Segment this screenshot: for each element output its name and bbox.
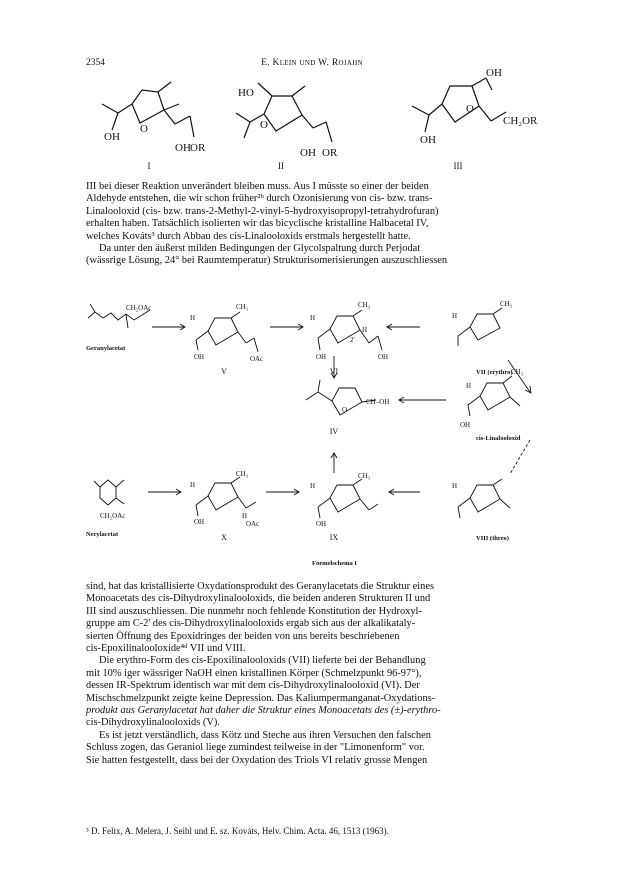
structure-x-ring — [208, 483, 238, 510]
scheme-group-text: CH₃ — [511, 368, 524, 376]
text-line: mit 10% iger wässriger NaOH einen kristallinen Körper (Schmelzpunkt 96-97°), — [86, 667, 422, 679]
scheme-caption: Formelschema I — [312, 560, 357, 567]
structure-group-text: HO — [238, 87, 254, 99]
text-line: Mischschmelzpunkt zeigte keine Depression. Das Kaliumpermanganat-Oxydations- — [86, 692, 436, 704]
cis-linalooloxid-ring — [480, 383, 510, 410]
label-cis-linalooloxid: cis-Linalooloxid — [476, 435, 521, 442]
scheme-group-text: CH₂OAc — [100, 512, 126, 520]
text-line: gruppe am C-2' des cis-Dihydroxylinalooloxids ergab sich aus der alkalikataly- — [86, 618, 416, 630]
text-line: cis-Dihydroxylinalooloxids (V). — [86, 717, 220, 729]
text-line: III bei dieser Reaktion unverändert bleiben muss. Aus I müsste so einer der beiden — [86, 181, 429, 192]
label-v: V — [221, 367, 227, 376]
scheme-group-text: H — [242, 512, 248, 520]
structure-viii-ring — [470, 485, 500, 512]
structure-group-text: CH₂OR — [503, 115, 538, 127]
structure-group-text: OH — [300, 147, 316, 159]
scheme-group-text: CH₂OAc — [126, 304, 152, 312]
scheme-group-text: H — [452, 312, 458, 320]
structure-label-iii: III — [453, 161, 463, 171]
scheme-group-text: 2' — [350, 336, 355, 344]
structure-label-ii: II — [278, 161, 284, 171]
scheme-group-text: CH–OH — [366, 398, 390, 406]
scheme-group-text: OAc — [246, 520, 260, 528]
text-line: welches Kováts³ durch Abbau des cis-Linalooloxids erstmals hergestellt hatte. — [86, 230, 411, 242]
structure-ix-ring — [330, 485, 360, 512]
text-line: sierten Öffnung des Epoxidringes der beiden von uns bereits beschriebenen — [86, 630, 400, 642]
structure-label-i: I — [147, 161, 151, 171]
text-line: Linalooloxid (cis- bzw. trans-2-Methyl-2-vinyl-5-hydroxyisopropyl-tetrahydrofuran) — [86, 205, 439, 217]
page-number: 2354 — [86, 58, 105, 68]
structure-v-ring — [208, 318, 238, 345]
label-iv: IV — [329, 427, 339, 436]
structure-group-text: OH — [175, 142, 191, 154]
scheme-group-text: CH₃ — [358, 301, 371, 309]
text-line: Monoacetats des cis-Dihydroxylinalooloxids, die beiden anderen Strukturen II und — [86, 593, 431, 605]
label-viii-threo: VIII (threo) — [476, 535, 509, 542]
text-line: sind, hat das kristallisierte Oxydationsprodukt des Geranylacetats die Struktur eines — [86, 581, 435, 592]
paragraph-3 — [86, 581, 538, 767]
scheme-group-text: OAc — [250, 355, 264, 363]
structure-vii-top-ring — [470, 314, 500, 340]
structure-group-text: O — [466, 103, 474, 115]
scheme-group-text: CH₃ — [236, 303, 249, 311]
label-nerylacetate: Nerylacetat — [86, 531, 119, 538]
text-line: (wässrige Lösung, 24° bei Raumtemperatur) Strukturisomerisierungen auszuschliessen — [86, 255, 448, 267]
scheme-group-text: OH — [460, 421, 471, 429]
label-vi: VI — [329, 367, 339, 376]
structure-group-text: O — [140, 123, 148, 135]
scheme-group-text: OH — [194, 353, 205, 361]
scheme-group-text: OH — [378, 353, 389, 361]
geranylacetate-chain — [95, 312, 142, 320]
text-line: erhalten haben. Tatsächlich isolierten wir das bicyclische kristalline Halbacetal IV, — [86, 218, 429, 230]
structure-group-text: OH — [486, 67, 502, 79]
running-title: E. Klein und W. Rojahn — [261, 58, 363, 68]
text-line: Sie hatten festgestellt, dass bei der Oxydation des Triols VI relativ grosse Mengen — [86, 754, 428, 766]
nerylacetate-ring — [100, 480, 116, 505]
scheme-group-text: CH₃ — [500, 300, 513, 308]
label-x: X — [221, 533, 227, 542]
text-line: III sind auszuschliessen. Die nunmehr noch fehlende Konstitution der Hydroxyl- — [86, 605, 422, 617]
structure-vi-ring — [330, 316, 360, 343]
footnote: ³ D. Felix, A. Melera, J. Seibl und E. sz. Kováts, Helv. Chim. Acta. 46, 1513 (1963). — [86, 826, 389, 836]
text-line: cis-Epoxilinalooloxide⁴ᵈ VII und VIII. — [86, 643, 246, 655]
structure-group-text: O — [260, 119, 268, 131]
scheme-group-text: H — [190, 314, 196, 322]
text-line: produkt aus Geranylacetat hat daher die Struktur eines Monoacetats des (±)-erythro- — [86, 705, 441, 717]
scheme-group-text: CH₃ — [236, 470, 249, 478]
text-line: dessen IR-Spektrum identisch war mit dem cis-Dihydroxylinalooloxid (VI). Der — [86, 680, 420, 692]
structure-group-text: OR — [190, 142, 206, 154]
text-line: Es ist jetzt verständlich, dass Kötz und Steche aus ihren Versuchen den falschen — [99, 729, 431, 741]
scheme-group-text: H — [362, 326, 368, 334]
scheme-group-text: H — [452, 482, 458, 490]
scheme-group-text: CH₃ — [358, 472, 371, 480]
scheme-group-text: OH — [194, 518, 205, 526]
scheme-group-text: H — [190, 481, 196, 489]
text-line: Schluss zogen, das Geraniol liege zumindest teilweise in der "Limonenform" vor. — [86, 742, 425, 754]
structure-group-text: OH — [104, 131, 120, 143]
structure-group-text: OR — [322, 147, 338, 159]
scheme-group-text: OH — [316, 353, 327, 361]
structure-group-text: OH — [420, 134, 436, 146]
label-ix: IX — [329, 533, 339, 542]
scheme-group-text: H — [310, 314, 316, 322]
scheme-group-text: OH — [316, 520, 327, 528]
label-geranylacetate: Geranylacetat — [86, 345, 126, 352]
text-line: Die erythro-Form des cis-Epoxilinalooloxids (VII) lieferte bei der Behandlung — [99, 655, 426, 667]
text-line: Da unter den äußerst milden Bedingungen der Glycolspaltung durch Perjodat — [99, 243, 421, 255]
text-line: Aldehyde entstehen, die wir schon früher²ᵇ durch Ozonisierung von cis- bzw. trans- — [86, 193, 433, 205]
scheme-group-text: H — [310, 482, 316, 490]
scheme-group-text: O — [342, 406, 348, 414]
label-vii-erythro: VII (erythro) — [476, 369, 513, 376]
scheme-group-text: H — [466, 382, 472, 390]
